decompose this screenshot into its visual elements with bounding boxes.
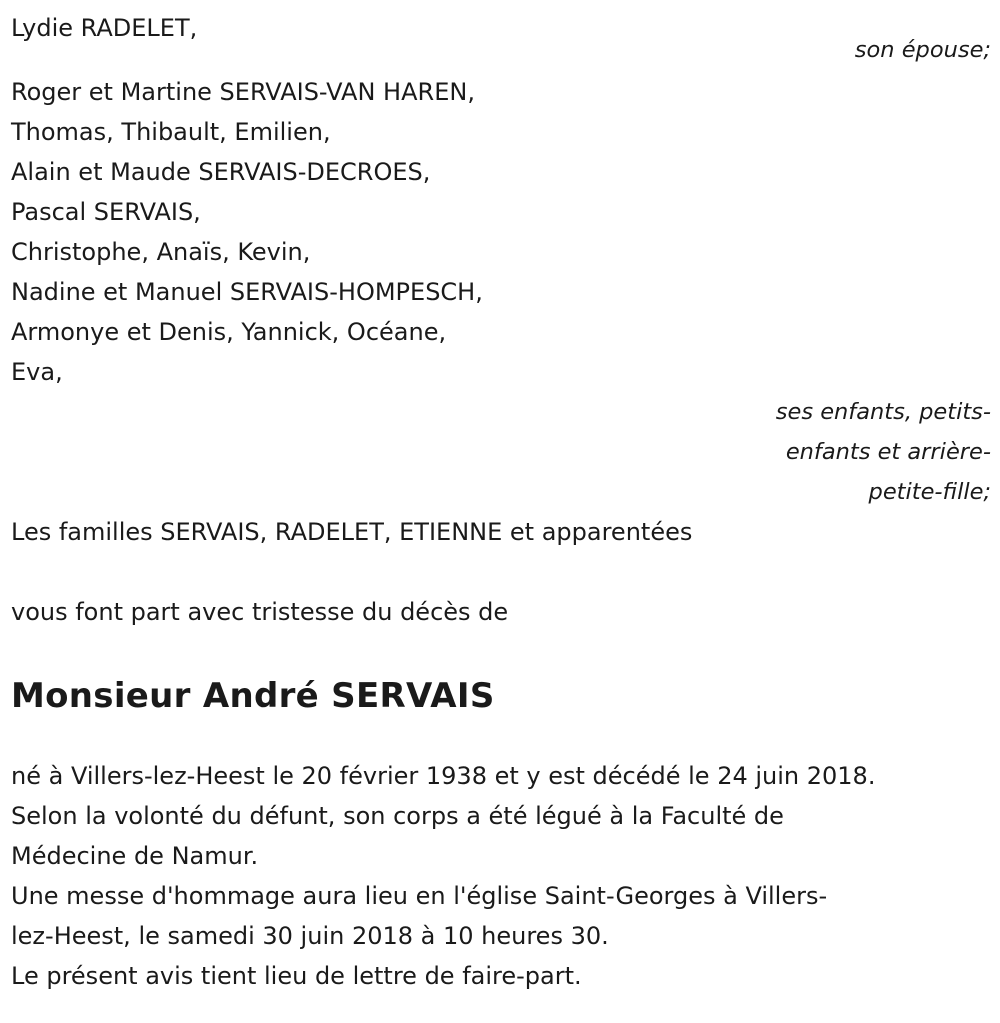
paragraph-closing	[11, 956, 991, 996]
spouse-role: son épouse;	[854, 37, 991, 63]
paragraph-line: Médecine de Namur.	[11, 842, 259, 870]
families-line: Les familles SERVAIS, RADELET, ETIENNE et apparentées	[11, 518, 693, 546]
child-line: Thomas, Thibault, Emilien,	[11, 118, 331, 146]
paragraph-line: Le présent avis tient lieu de lettre de faire-part.	[11, 962, 582, 990]
paragraph-body-donation	[11, 796, 991, 876]
paragraph-line: lez-Heest, le samedi 30 juin 2018 à 10 heures 30.	[11, 922, 609, 950]
paragraph-birth-death	[11, 756, 991, 796]
child-line: Eva,	[11, 358, 63, 386]
paragraph-mass	[11, 876, 991, 956]
child-line: Roger et Martine SERVAIS-VAN HAREN,	[11, 78, 475, 106]
child-line: Alain et Maude SERVAIS-DECROES,	[11, 158, 431, 186]
paragraph-line: né à Villers-lez-Heest le 20 février 1938 et y est décédé le 24 juin 2018.	[11, 762, 876, 790]
children-role-line: petite-fille;	[868, 479, 991, 505]
spouse-name: Lydie RADELET,	[11, 14, 198, 42]
child-line: Nadine et Manuel SERVAIS-HOMPESCH,	[11, 278, 483, 306]
child-line: Christophe, Anaïs, Kevin,	[11, 238, 311, 266]
children-role	[11, 392, 991, 512]
paragraph-line: Une messe d'hommage aura lieu en l'église Saint-Georges à Villers-	[11, 882, 828, 910]
children-role-line: enfants et arrière-	[785, 439, 991, 465]
obituary-notice	[11, 8, 991, 996]
paragraph-line: Selon la volonté du défunt, son corps a été légué à la Faculté de	[11, 802, 784, 830]
announcement-line: vous font part avec tristesse du décès de	[11, 598, 509, 626]
deceased-name: Monsieur André SERVAIS	[11, 676, 495, 716]
child-line: Armonye et Denis, Yannick, Océane,	[11, 318, 447, 346]
children-role-line: ses enfants, petits-	[775, 399, 991, 425]
child-line: Pascal SERVAIS,	[11, 198, 201, 226]
